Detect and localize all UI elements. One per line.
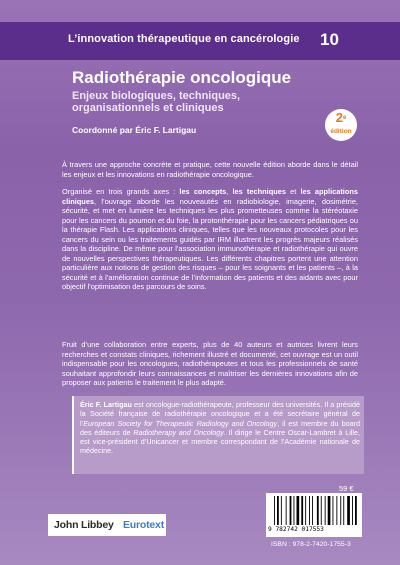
barcode-bar bbox=[309, 496, 310, 525]
author-bio-box bbox=[72, 396, 364, 474]
intro-paragraph: À travers une approche concrète et pratique, cette nouvelle édition aborde dans le détail les enjeux et les innovations en radiothérapie oncologique. bbox=[62, 160, 358, 179]
subtitle-line: Enjeux biologiques, techniques, bbox=[72, 90, 241, 102]
author-name: Éric F. Lartigau bbox=[80, 400, 132, 409]
barcode-bar bbox=[301, 496, 303, 525]
barcode-bar bbox=[321, 496, 322, 525]
coordinated-by: Coordonné par Éric F. Lartigau bbox=[72, 125, 197, 135]
edition-word: édition bbox=[330, 128, 352, 135]
journal-name: Radiotherapy and Oncology bbox=[133, 427, 224, 437]
edition-suffix: e bbox=[342, 115, 347, 121]
book-subtitle bbox=[72, 90, 332, 114]
barcode-bar bbox=[274, 496, 275, 525]
barcode-digits: 9 782742 017553 bbox=[268, 526, 324, 533]
collaboration-paragraph: Fruit d’une collaboration entre experts, plus de 40 auteurs et autrices livrent leurs recherches et constats cliniques, richement illustré et documenté, cet ouvrage est un outil indispensable pour les oncologues, radiothérapeutes et tous les professionnels de santé souhaitant approfondir leurs connaissances et maîtriser les dernières innovations afin de proposer aux patients le traitement le plus adapté. bbox=[62, 340, 358, 387]
text-run: , l’ouvrage aborde les nouveautés en radiobiologie, imagerie, dosimétrie, sécurité, et met en lumière les techniques les plus prometteuses comme la stéréotaxie pour les cancers du poumon et du foie, la protonthérapie pour les cancers pédiatriques ou la thérapie Flash. Les applications cliniques, telles que les nouveaux protocoles pour les cancers du sein ou les traitements guidés par IRM illustrent les progrès majeurs réalisés dans la discipline. De même pour l’association immunothérapie et radiothérapie qui ouvre de nouvelles perspectives thérapeutiques. Les différents chapitres portent une attention particulière aux notions de gestion des risques – pour les soignants et les patients –, à la sécurité et à l’amélioration continue de l’information des patients et des aidants avec pour objectif l’optimisation des parcours de soins. bbox=[62, 196, 358, 291]
book-title: Radiothérapie oncologique bbox=[72, 68, 292, 87]
text-run: Organisé en trois grands axes : bbox=[62, 187, 180, 196]
text-run: et bbox=[285, 187, 301, 196]
barcode-bar bbox=[333, 496, 334, 525]
price: 59 € bbox=[339, 484, 354, 493]
text-run: est oncologue-radiothérapeute, professeur des universités. Il a présidé la Société française de radiothérapie oncologique et a été secrétaire général de l’ bbox=[80, 400, 360, 428]
publisher-logo bbox=[48, 514, 166, 536]
overview-paragraph bbox=[62, 187, 358, 292]
text-run: , il est membre du board des éditeurs de bbox=[80, 418, 360, 437]
publisher-name: John Libbey bbox=[54, 519, 114, 531]
series-number: 10 bbox=[320, 30, 339, 49]
edition-number: 2 bbox=[335, 110, 343, 125]
barcode-bar bbox=[290, 496, 292, 525]
emphasis-applications: les applications cliniques bbox=[62, 187, 358, 206]
barcode-bar bbox=[347, 496, 350, 525]
emphasis-techniques: les techniques bbox=[232, 187, 286, 196]
barcode-bar bbox=[294, 496, 295, 525]
barcode-bar bbox=[340, 496, 341, 525]
barcode-bar bbox=[328, 496, 331, 525]
barcode-bar bbox=[286, 496, 287, 525]
text-run: , bbox=[226, 187, 233, 196]
journal-name: European Society for Therapeutic Radiology and Oncology bbox=[83, 418, 278, 428]
barcode bbox=[266, 493, 362, 537]
barcode-bar bbox=[317, 496, 319, 525]
author-bio bbox=[80, 400, 360, 456]
barcode-bar bbox=[297, 496, 300, 525]
publisher-name-accent: Eurotext bbox=[123, 519, 164, 531]
barcode-bar bbox=[343, 496, 344, 525]
barcode-bar bbox=[277, 496, 279, 525]
barcode-bar bbox=[312, 496, 313, 525]
subtitle-line: organisationnels et cliniques bbox=[72, 102, 224, 114]
barcode-bar bbox=[305, 496, 306, 525]
barcode-bar bbox=[325, 496, 326, 525]
barcode-bar bbox=[281, 496, 282, 525]
emphasis-concepts: les concepts bbox=[179, 187, 227, 196]
barcode-bars bbox=[266, 493, 362, 527]
edition-number-wrap bbox=[325, 111, 357, 125]
barcode-bar bbox=[355, 496, 357, 525]
isbn: ISBN : 978-2-7420-1755-3 bbox=[271, 541, 351, 548]
barcode-bar bbox=[352, 496, 353, 525]
edition-badge bbox=[325, 109, 357, 141]
series-name: L’innovation thérapeutique en cancérologie bbox=[68, 33, 300, 45]
text-run: . Il dirige le Centre Oscar-Lambret à Lille, est vice-président d’Unicancer et membre correspondant de l’Académie nationale de médecine. bbox=[80, 427, 360, 456]
barcode-bar bbox=[336, 496, 337, 525]
